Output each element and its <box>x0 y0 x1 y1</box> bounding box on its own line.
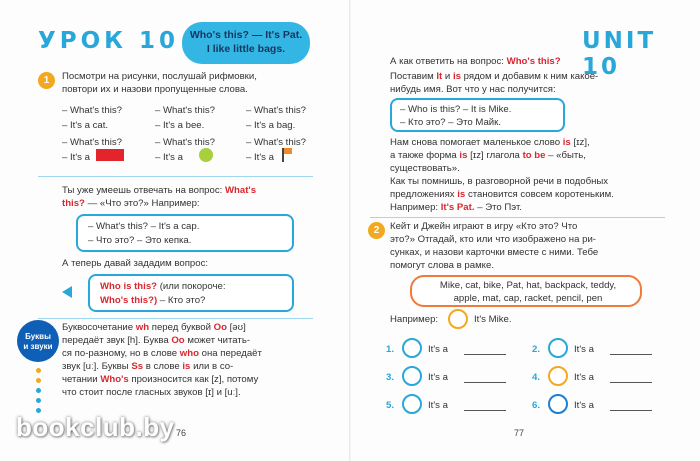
rhyme-3-question: – What's this? <box>246 105 306 116</box>
example-box-line-2: – Что это? – Это кепка. <box>88 235 192 246</box>
apple-icon <box>199 148 213 162</box>
item-1-number: 1. <box>386 344 395 355</box>
item-2-text: It's a <box>574 344 594 355</box>
dot-4 <box>36 398 41 403</box>
girl-picture-icon <box>548 366 568 386</box>
paragraph-1-line-2: this? — «Что это?» Например: <box>62 198 200 209</box>
section-divider <box>38 176 313 177</box>
rhyme-5-answer: – It's a <box>155 152 183 163</box>
right-p3: нибудь имя. Вот что у нас получится: <box>390 84 556 95</box>
letters-sounds-badge <box>17 320 59 362</box>
right-p4: Нам снова помогает маленькое слово is [ɪz], <box>390 137 590 148</box>
page-number-right: 77 <box>514 428 525 438</box>
mike-face-icon <box>448 309 468 329</box>
rhyme-6-answer: – It's a <box>246 152 274 163</box>
example-label: Например: <box>390 314 439 325</box>
exercise-2-number: 2 <box>368 222 385 239</box>
item-5-text: It's a <box>428 400 448 411</box>
badge-line-1: Буквы <box>25 332 51 341</box>
watermark: bookclub.by <box>16 412 175 442</box>
example-answer: It's Mike. <box>474 314 512 325</box>
item-2-number: 2. <box>532 344 541 355</box>
flag-icon <box>284 148 292 154</box>
rhyme-4-question: – What's this? <box>62 137 122 148</box>
item-1-blank[interactable] <box>464 354 506 355</box>
rhyme-1-question: – What's this? <box>62 105 122 116</box>
item-3-blank[interactable] <box>464 382 506 383</box>
word-bank-line-2: apple, mat, cap, racket, pencil, pen <box>453 293 603 304</box>
item-2-blank[interactable] <box>610 354 652 355</box>
unit-title: UNIT 10 <box>582 28 657 80</box>
right-p7: Как ты помнишь, в разговорной речи в подобных <box>390 176 609 187</box>
rhyme-1-answer: – It's a cat. <box>62 120 109 131</box>
question-box-line-2: Who's this?) – Кто это? <box>100 295 206 306</box>
dot-2 <box>36 378 41 383</box>
pencil-picture-icon <box>402 394 422 414</box>
word-bank-line-1: Mike, cat, bike, Pat, hat, backpack, teddy, <box>439 280 617 291</box>
right-p1: А как ответить на вопрос: Who's this? <box>390 56 561 67</box>
bubble-line-1: Who's this? — It's Pat. <box>189 29 303 41</box>
item-6-blank[interactable] <box>610 410 652 411</box>
rule-line-1: Буквосочетание wh перед буквой Oo [əʊ] <box>62 322 246 333</box>
item-5-number: 5. <box>386 400 395 411</box>
exercise-2-line-4: помогут слова в рамке. <box>390 260 494 271</box>
rhyme-6-question: – What's this? <box>246 137 306 148</box>
rhyme-3-answer: – It's a bag. <box>246 120 296 131</box>
right-p6: существовать». <box>390 163 460 174</box>
exercise-2-line-1: Кейт и Джейн играют в игру «Кто это? Что <box>390 221 578 232</box>
right-p5: а также форма is [ɪz] глагола to be – «быть, <box>390 150 586 161</box>
item-4-number: 4. <box>532 372 541 383</box>
question-box <box>88 274 294 312</box>
right-p2: Поставим It и is рядом и добавим к ним какое- <box>390 71 599 82</box>
rhyme-5-question: – What's this? <box>155 137 215 148</box>
right-p8: предложениях is становится совсем коротеньким. <box>390 189 614 200</box>
speech-bubble <box>182 22 310 64</box>
badge-line-2: и звуки <box>23 342 53 351</box>
item-3-number: 3. <box>386 372 395 383</box>
red-mat-icon <box>96 149 124 161</box>
rhyme-2-answer: – It's a bee. <box>155 120 205 131</box>
dot-1 <box>36 368 41 373</box>
page-number-left: 76 <box>176 428 187 438</box>
item-5-blank[interactable] <box>464 410 506 411</box>
exercise-1-number: 1 <box>38 72 55 89</box>
dot-3 <box>36 388 41 393</box>
panda-picture-icon <box>402 366 422 386</box>
item-6-text: It's a <box>574 400 594 411</box>
page-gutter <box>349 0 351 461</box>
item-3-text: It's a <box>428 372 448 383</box>
rhyme-4-answer: – It's a <box>62 152 90 163</box>
arrow-icon <box>62 286 72 298</box>
rule-line-3: ся по-разному, но в слове who она передаёт <box>62 348 262 359</box>
example-box-cap <box>76 214 294 252</box>
racket-picture-icon <box>548 394 568 414</box>
item-4-blank[interactable] <box>610 382 652 383</box>
paragraph-1-line-1: Ты уже умеешь отвечать на вопрос: What's <box>62 185 257 196</box>
rule-line-2: передаёт звук [h]. Буква Oo может читать- <box>62 335 251 346</box>
paragraph-2: А теперь давай зададим вопрос: <box>62 258 209 269</box>
bubble-line-2: I like little bags. <box>206 43 286 55</box>
exercise-2-line-2: это?» Отгадай, кто или что изображено на ри- <box>390 234 596 245</box>
lesson-title: УРОК 10 <box>38 28 179 54</box>
rhyme-2-question: – What's this? <box>155 105 215 116</box>
mike-example-box <box>390 98 565 132</box>
exercise-1-line-1: Посмотри на рисунки, послушай рифмовки, <box>62 71 257 82</box>
item-1-text: It's a <box>428 344 448 355</box>
question-box-line-1: Who is this? (или покороче: <box>100 281 226 292</box>
exercise-1-line-2: повтори их и назови пропущенные слова. <box>62 84 248 95</box>
word-bank-box <box>410 275 642 307</box>
section-divider-2 <box>38 318 313 319</box>
rule-line-4: звук [uː]. Буквы Ss в слове is или в со- <box>62 361 234 372</box>
right-divider <box>370 217 665 218</box>
mike-box-line-2: – Кто это? – Это Майк. <box>400 117 502 128</box>
mike-box-line-1: – Who is this? – It is Mike. <box>400 104 512 115</box>
rule-line-6: что стоит после гласных звуков [ɪ] и [uː]. <box>62 387 241 398</box>
rule-line-5: четании Who's произносится как [z], потому <box>62 374 259 385</box>
item-4-text: It's a <box>574 372 594 383</box>
right-p9: Например: It's Pat. – Это Пэт. <box>390 202 522 213</box>
item-6-number: 6. <box>532 400 541 411</box>
bike-picture-icon <box>402 338 422 358</box>
fan-picture-icon <box>548 338 568 358</box>
example-box-line-1: – What's this? – It's a cap. <box>88 221 200 232</box>
exercise-2-line-3: сунках, и назови карточки вместе с ними. Тебе <box>390 247 599 258</box>
